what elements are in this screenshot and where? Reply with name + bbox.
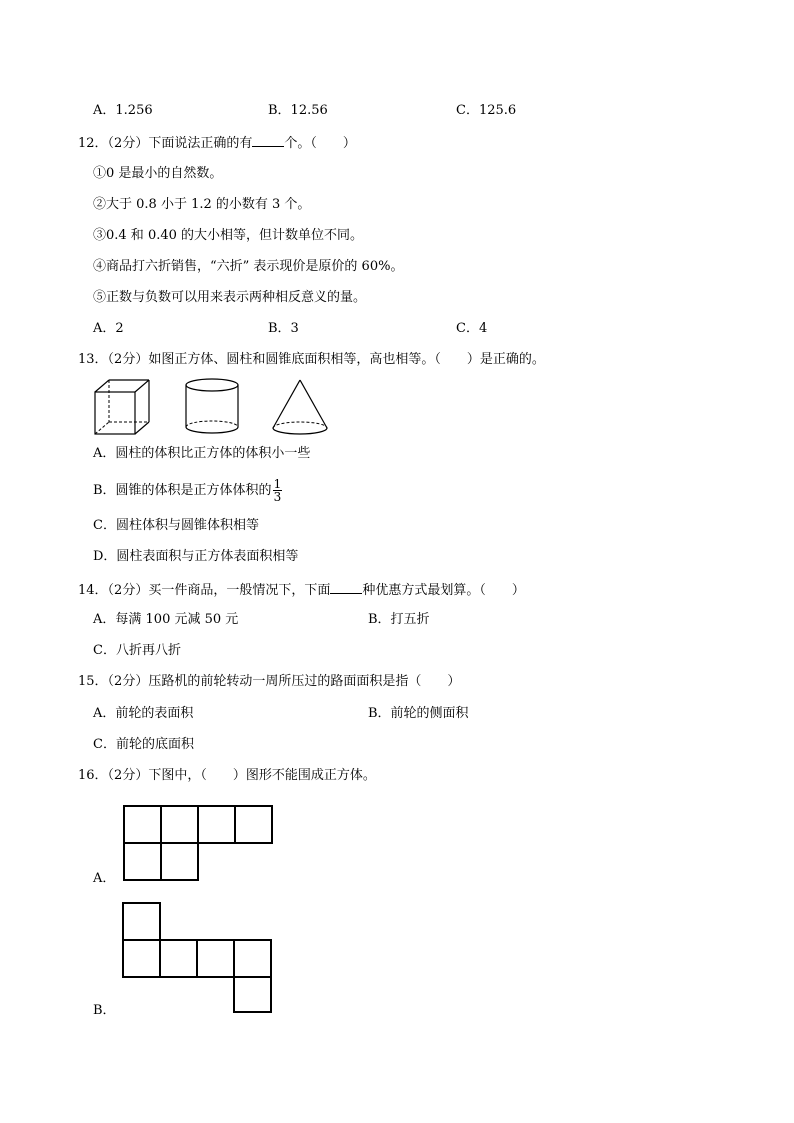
q16-number: 16． (78, 768, 108, 783)
q12-statement-5: ⑤正数与负数可以用来表示两种相反意义的量。 (93, 290, 367, 305)
q11-option-a[interactable]: A．1.256 (93, 103, 153, 118)
q13-option-d[interactable]: D．圆柱表面积与正方体表面积相等 (93, 549, 299, 564)
q12-stem (78, 134, 356, 152)
q13-stem (78, 352, 545, 368)
q12-number: 12． (78, 136, 108, 151)
q11-option-c[interactable]: C．125.6 (456, 103, 517, 118)
cylinder-figure (183, 377, 241, 437)
q12-text-after: 个。（ ） (284, 136, 356, 151)
one-third-fraction: $\frac{1}{3}$ (273, 477, 282, 504)
q13-text: 如图正方体、圆柱和圆锥底面积相等，高也相等。（ ）是正确的。 (148, 352, 545, 367)
q16-option-b[interactable]: B． (93, 1003, 116, 1018)
q15-text: 压路机的前轮转动一周所压过的路面面积是指（ ） (148, 674, 461, 689)
q15-score: （2分） (107, 674, 149, 689)
q12-blank (252, 134, 284, 147)
q12-statement-3: ③0.4 和 0.40 的大小相等，但计数单位不同。 (93, 228, 364, 243)
q12-statement-2: ②大于 0.8 小于 1.2 的小数有 3 个。 (93, 197, 311, 212)
q16-text: 下图中，（ ）图形不能围成正方体。 (148, 768, 376, 783)
q15-option-b[interactable]: B．前轮的侧面积 (368, 706, 469, 721)
q12-statement-4: ④商品打六折销售，“六折” 表示现价是原价的 60%。 (93, 259, 404, 274)
q14-text-after: 种优惠方式最划算。（ ） (362, 583, 525, 598)
q14-text-before: 买一件商品，一般情况下，下面 (148, 583, 331, 598)
q12-option-c[interactable]: C．4 (456, 321, 488, 336)
q15-option-a[interactable]: A．前轮的表面积 (93, 706, 194, 721)
q13-option-b-text: B．圆锥的体积是正方体体积的 (93, 483, 272, 498)
cube-net-a[interactable] (123, 805, 275, 881)
q14-option-c[interactable]: C．八折再八折 (93, 643, 181, 658)
cube-figure (93, 378, 153, 438)
q14-blank (330, 581, 362, 594)
q13-option-a[interactable]: A．圆柱的体积比正方体的体积小一些 (93, 446, 311, 461)
q11-option-b[interactable]: B．12.56 (268, 103, 328, 118)
q12-option-b[interactable]: B．3 (268, 321, 299, 336)
q16-option-a[interactable]: A． (93, 871, 116, 886)
q12-option-a[interactable]: A．2 (93, 321, 124, 336)
q16-stem (78, 768, 376, 784)
q14-option-a[interactable]: A．每满 100 元减 50 元 (93, 612, 239, 627)
q12-score: （2分） (107, 136, 149, 151)
q13-option-b[interactable] (93, 476, 282, 506)
cube-net-b[interactable] (122, 902, 274, 1014)
q15-number: 15． (78, 674, 108, 689)
q13-number: 13． (78, 352, 108, 367)
q14-number: 14． (78, 583, 108, 598)
cone-figure (270, 378, 330, 438)
q15-option-c[interactable]: C．前轮的底面积 (93, 737, 194, 752)
q15-stem (78, 674, 460, 690)
q12-statement-1: ①0 是最小的自然数。 (93, 166, 223, 181)
q13-option-c[interactable]: C．圆柱体积与圆锥体积相等 (93, 518, 259, 533)
q14-option-b[interactable]: B．打五折 (368, 612, 430, 627)
q13-score: （2分） (107, 352, 149, 367)
q14-stem (78, 581, 525, 599)
q12-text-before: 下面说法正确的有 (148, 136, 253, 151)
q14-score: （2分） (107, 583, 149, 598)
q16-score: （2分） (107, 768, 149, 783)
